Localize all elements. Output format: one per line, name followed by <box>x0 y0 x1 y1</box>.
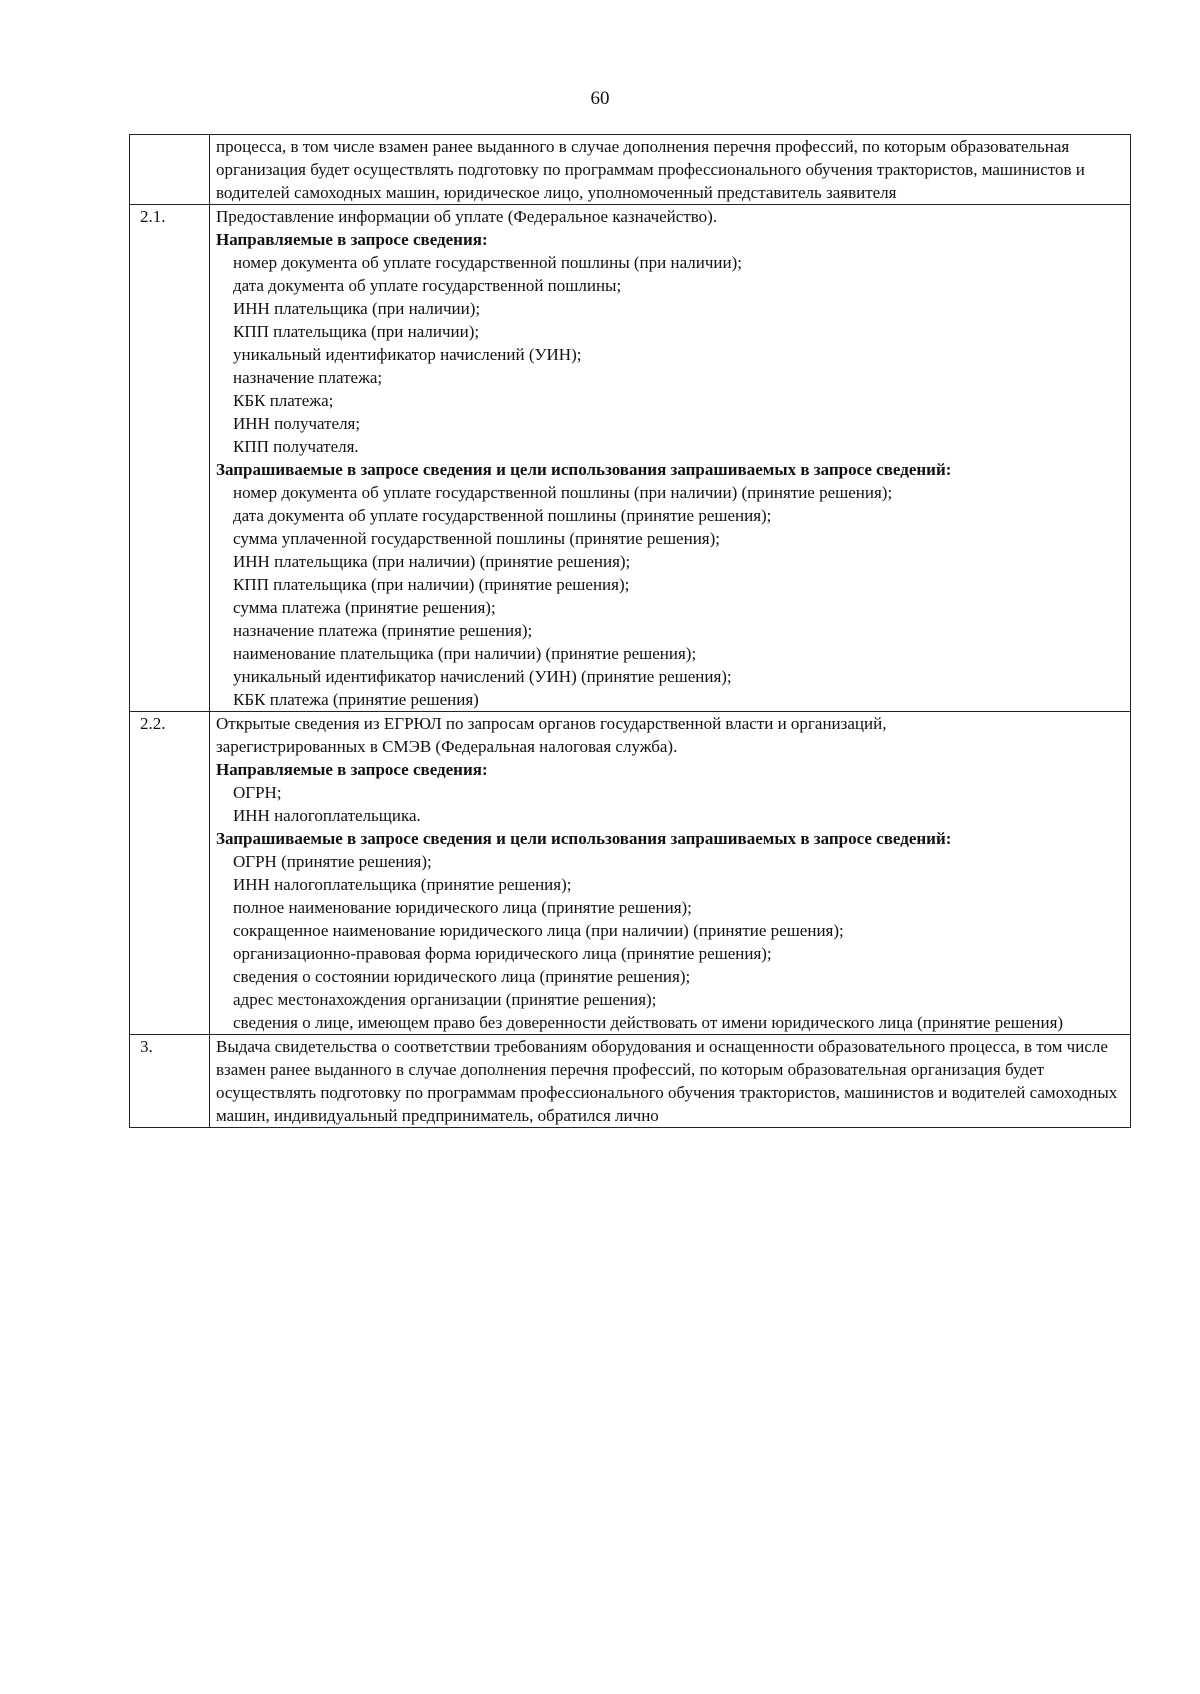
row-content-cell <box>210 1035 1131 1128</box>
list-item: сведения о состоянии юридического лица (принятие решения); <box>233 967 691 986</box>
list-item: назначение платежа; <box>233 368 383 387</box>
table-row <box>130 1035 1131 1128</box>
list-item: уникальный идентификатор начислений (УИН) (принятие решения); <box>233 667 732 686</box>
list-item: номер документа об уплате государственной пошлины (при наличии) (принятие решения); <box>233 483 893 502</box>
list-item: сумма уплаченной государственной пошлины (принятие решения); <box>233 529 720 548</box>
list-item: ОГРН; <box>233 783 282 802</box>
service-description: процесса, в том числе взамен ранее выданного в случае дополнения перечня профессий, по которым образовательная организация будет осуществлять подготовку по программам профессионального обучения трактористов, машинистов и водителей самоходных машин, юридическое лицо, уполномоченный представитель заявителя <box>216 137 1085 202</box>
list-item: уникальный идентификатор начислений (УИН); <box>233 345 582 364</box>
list-item: номер документа об уплате государственной пошлины (при наличии); <box>233 253 742 272</box>
list-item: ИНН получателя; <box>233 414 361 433</box>
list-item: полное наименование юридического лица (принятие решения); <box>233 898 692 917</box>
list-item: назначение платежа (принятие решения); <box>233 621 533 640</box>
table-row <box>130 712 1131 1035</box>
row-number-cell: 2.1. <box>130 205 210 712</box>
requested-data-heading: Запрашиваемые в запросе сведения и цели использования запрашиваемых в запросе сведений: <box>216 460 952 479</box>
list-item: КПП получателя. <box>233 437 359 456</box>
row-number-cell <box>130 135 210 205</box>
list-item: КПП плательщика (при наличии); <box>233 322 480 341</box>
row-number-cell: 2.2. <box>130 712 210 1035</box>
list-item: дата документа об уплате государственной пошлины (принятие решения); <box>233 506 772 525</box>
row-content-cell <box>210 712 1131 1035</box>
list-item: ИНН налогоплательщика (принятие решения); <box>233 875 572 894</box>
list-item: организационно-правовая форма юридического лица (принятие решения); <box>233 944 772 963</box>
list-item: сокращенное наименование юридического лица (при наличии) (принятие решения); <box>233 921 844 940</box>
request-intro-line: зарегистрированных в СМЭВ (Федеральная налоговая служба). <box>216 737 678 756</box>
list-item: ИНН плательщика (при наличии) (принятие решения); <box>233 552 631 571</box>
row-number-cell: 3. <box>130 1035 210 1128</box>
requested-data-heading: Запрашиваемые в запросе сведения и цели использования запрашиваемых в запросе сведений: <box>216 829 952 848</box>
list-item: ОГРН (принятие решения); <box>233 852 432 871</box>
table-row <box>130 205 1131 712</box>
list-item: сведения о лице, имеющем право без доверенности действовать от имени юридического лица (принятие решения) <box>233 1013 1064 1032</box>
list-item: КБК платежа; <box>233 391 334 410</box>
sent-data-heading: Направляемые в запросе сведения: <box>216 230 488 249</box>
list-item: наименование плательщика (при наличии) (принятие решения); <box>233 644 697 663</box>
list-item: дата документа об уплате государственной пошлины; <box>233 276 622 295</box>
sent-data-heading: Направляемые в запросе сведения: <box>216 760 488 779</box>
request-intro-line: Открытые сведения из ЕГРЮЛ по запросам органов государственной власти и организаций, <box>216 714 887 733</box>
row-content-cell <box>210 135 1131 205</box>
table-row <box>130 135 1131 205</box>
list-item: ИНН плательщика (при наличии); <box>233 299 481 318</box>
row-content-cell <box>210 205 1131 712</box>
list-item: КПП плательщика (при наличии) (принятие решения); <box>233 575 630 594</box>
list-item: ИНН налогоплательщика. <box>233 806 421 825</box>
services-table <box>129 134 1131 1128</box>
page-number: 60 <box>590 88 610 109</box>
service-description: Выдача свидетельства о соответствии требованиям оборудования и оснащенности образовательного процесса, в том числе взамен ранее выданного в случае дополнения перечня профессий, по которым образовательная организация будет осуществлять подготовку по программам профессионального обучения трактористов, машинистов и водителей самоходных машин, индивидуальный предприниматель, обратился лично <box>216 1037 1118 1125</box>
request-intro: Предоставление информации об уплате (Федеральное казначейство). <box>216 207 718 226</box>
list-item: сумма платежа (принятие решения); <box>233 598 496 617</box>
list-item: адрес местонахождения организации (принятие решения); <box>233 990 657 1009</box>
list-item: КБК платежа (принятие решения) <box>233 690 479 709</box>
